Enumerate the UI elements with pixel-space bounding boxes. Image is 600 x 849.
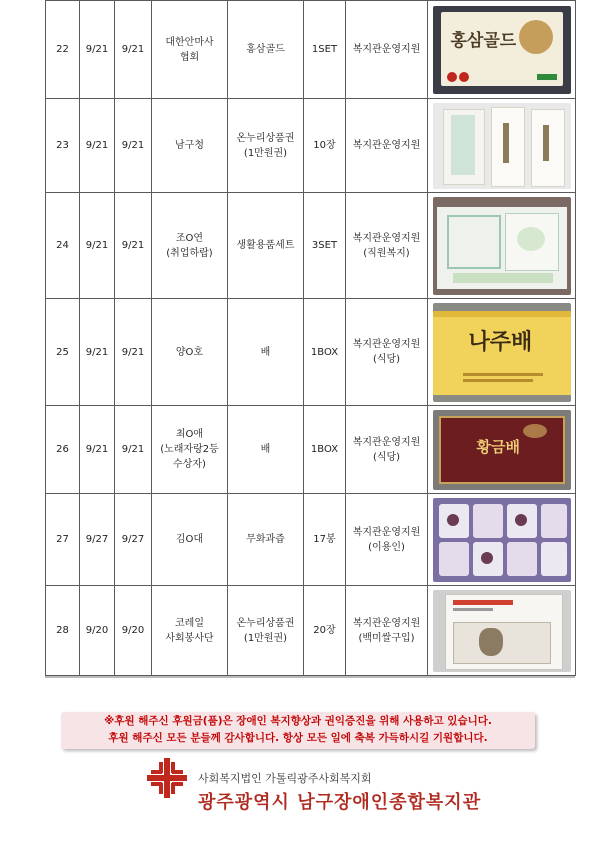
donated-item: 홍삼골드 xyxy=(228,1,304,99)
donated-item: 무화과즙 xyxy=(228,494,304,586)
table-row xyxy=(46,586,576,676)
table-row xyxy=(46,193,576,299)
donated-item: 배 xyxy=(228,299,304,406)
ginseng-box-photo: 홍삼골드 xyxy=(433,6,571,94)
use-date: 9/20 xyxy=(115,586,152,676)
table-row xyxy=(46,299,576,406)
donor-name: 조O연 (취업하랍) xyxy=(152,193,228,299)
donor-name: 최O애 (노래자랑2등 수상자) xyxy=(152,406,228,494)
gift-certificate-photo xyxy=(433,103,571,189)
use-date: 9/21 xyxy=(115,99,152,193)
receipt-date: 9/20 xyxy=(80,586,115,676)
row-number: 26 xyxy=(46,406,80,494)
item-photo-cell xyxy=(428,406,576,494)
row-number: 22 xyxy=(46,1,80,99)
donated-item: 온누리상품권 (1만원권) xyxy=(228,586,304,676)
notice-line-2: 후원 해주신 모든 분들께 감사합니다. 항상 모든 일에 축복 가득하시길 기원합니다. xyxy=(108,732,488,744)
row-number: 25 xyxy=(46,299,80,406)
donor-name: 양O호 xyxy=(152,299,228,406)
item-photo-cell xyxy=(428,586,576,676)
notice-line-1: ※후원 해주신 후원금(품)은 장애인 복지향상과 권익증진을 위해 사용하고 있습니다. xyxy=(104,715,492,727)
donation-table xyxy=(45,0,576,676)
item-photo-cell xyxy=(428,193,576,299)
row-number: 24 xyxy=(46,193,80,299)
use-date: 9/21 xyxy=(115,406,152,494)
row-number: 27 xyxy=(46,494,80,586)
org-name: 광주광역시 남구장애인종합복지관 xyxy=(198,792,482,813)
donated-item: 온누리상품권 (1만원권) xyxy=(228,99,304,193)
fig-juice-photo xyxy=(433,498,571,582)
usage: 복지관운영지원 (이용인) xyxy=(346,494,428,586)
table-row xyxy=(46,1,576,99)
usage: 복지관운영지원 (직원복지) xyxy=(346,193,428,299)
caritas-cross-logo-icon xyxy=(145,756,189,800)
table-row xyxy=(46,494,576,586)
donor-name: 김O대 xyxy=(152,494,228,586)
item-photo-cell xyxy=(428,1,576,99)
pear-box-photo: 나주배 xyxy=(433,303,571,402)
receipt-date: 9/21 xyxy=(80,299,115,406)
household-set-photo xyxy=(433,197,571,295)
org-subtitle: 사회복지법인 가톨릭광주사회복지회 xyxy=(198,772,372,785)
quantity: 1SET xyxy=(304,1,346,99)
quantity: 1BOX xyxy=(304,406,346,494)
quantity: 20장 xyxy=(304,586,346,676)
row-number: 28 xyxy=(46,586,80,676)
receipt-date: 9/21 xyxy=(80,99,115,193)
use-date: 9/27 xyxy=(115,494,152,586)
donation-table-wrapper xyxy=(45,0,575,676)
item-photo-cell xyxy=(428,99,576,193)
donor-name: 코레일 사회봉사단 xyxy=(152,586,228,676)
thank-you-notice xyxy=(61,712,535,749)
use-date: 9/21 xyxy=(115,299,152,406)
item-photo-cell xyxy=(428,494,576,586)
donated-item: 생활용품세트 xyxy=(228,193,304,299)
gift-certificate-envelope-photo xyxy=(433,590,571,672)
donor-name: 대한안마사 협회 xyxy=(152,1,228,99)
table-row xyxy=(46,406,576,494)
row-number: 23 xyxy=(46,99,80,193)
table-bottom-rule xyxy=(45,676,575,678)
receipt-date: 9/21 xyxy=(80,1,115,99)
receipt-date: 9/21 xyxy=(80,406,115,494)
usage: 복지관운영지원 xyxy=(346,99,428,193)
receipt-date: 9/27 xyxy=(80,494,115,586)
quantity: 1BOX xyxy=(304,299,346,406)
receipt-date: 9/21 xyxy=(80,193,115,299)
table-row xyxy=(46,99,576,193)
usage: 복지관운영지원 xyxy=(346,1,428,99)
quantity: 17봉 xyxy=(304,494,346,586)
usage: 복지관운영지원 (식당) xyxy=(346,406,428,494)
donor-name: 남구청 xyxy=(152,99,228,193)
premium-pear-box-photo: 황금배 xyxy=(433,410,571,490)
use-date: 9/21 xyxy=(115,1,152,99)
quantity: 10장 xyxy=(304,99,346,193)
item-photo-cell xyxy=(428,299,576,406)
quantity: 3SET xyxy=(304,193,346,299)
donated-item: 배 xyxy=(228,406,304,494)
usage: 복지관운영지원 (식당) xyxy=(346,299,428,406)
use-date: 9/21 xyxy=(115,193,152,299)
usage: 복지관운영지원 (백미쌀구입) xyxy=(346,586,428,676)
